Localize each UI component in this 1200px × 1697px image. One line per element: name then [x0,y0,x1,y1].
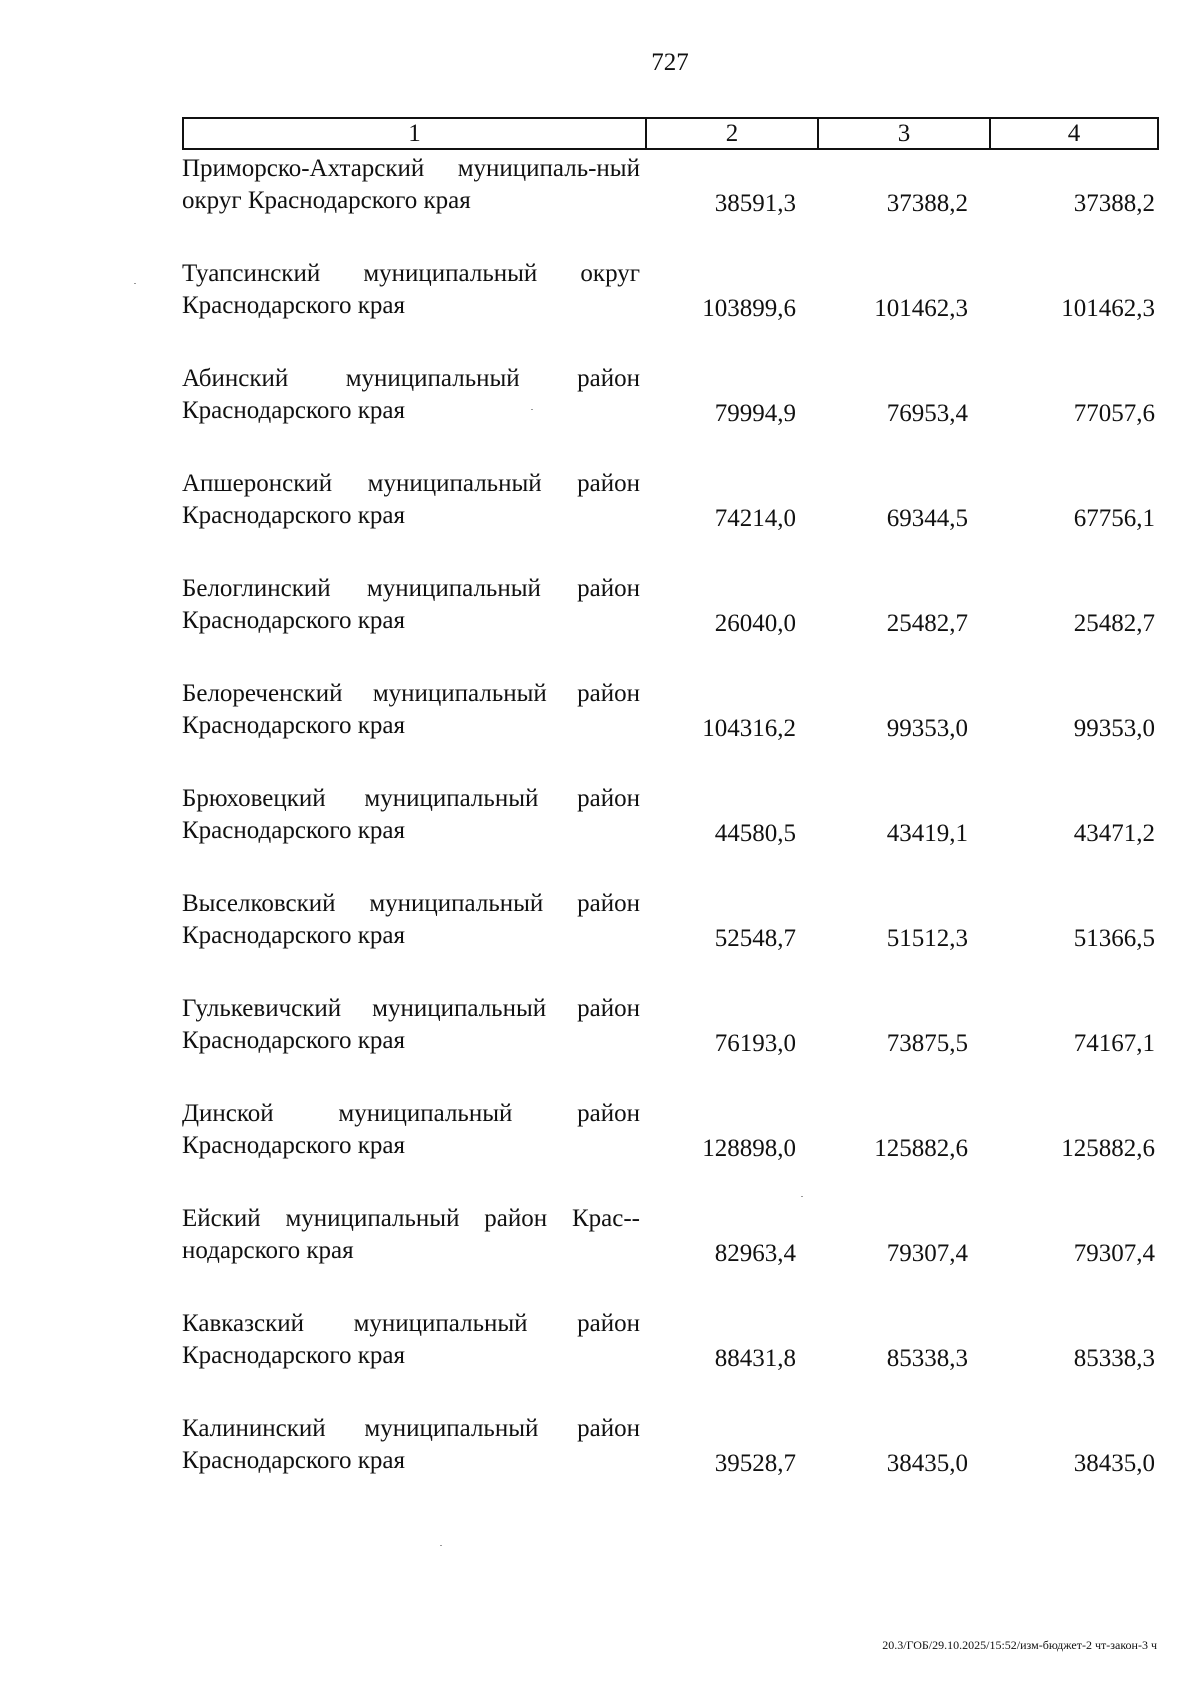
municipality-name: Выселковский муниципальный район Краснодарского края [182,890,640,949]
table-body [182,151,1159,1516]
column-header-1: 1 [408,120,421,147]
scan-speck [531,409,533,410]
table-row [182,1201,1159,1306]
table-row [182,1306,1159,1411]
value-column-2: 128898,0 [702,1135,796,1162]
value-column-3: 79307,4 [886,1240,968,1267]
value-column-2: 39528,7 [714,1450,796,1477]
value-column-2: 88431,8 [714,1345,796,1372]
municipality-name: Брюховецкий муниципальный район Краснодарского края [182,785,640,844]
municipality-name: Абинский муниципальный район Краснодарского края [182,365,640,424]
value-column-4: 77057,6 [1073,400,1155,427]
table-row [182,886,1159,991]
value-column-2: 38591,3 [714,190,796,217]
value-column-3: 37388,2 [886,190,968,217]
value-column-4: 67756,1 [1073,505,1155,532]
municipality-name: Белореченский муниципальный район Краснодарского края [182,680,640,739]
value-column-3: 76953,4 [886,400,968,427]
scan-speck [134,283,136,284]
value-column-3: 51512,3 [886,925,968,952]
value-column-4: 51366,5 [1073,925,1155,952]
table-row [182,466,1159,571]
scan-speck [801,1196,803,1197]
value-column-4: 85338,3 [1073,1345,1155,1372]
value-column-4: 43471,2 [1073,820,1155,847]
table-row [182,361,1159,466]
value-column-4: 101462,3 [1061,295,1155,322]
value-column-2: 79994,9 [714,400,796,427]
table-row [182,256,1159,361]
table-row [182,676,1159,781]
value-column-4: 99353,0 [1073,715,1155,742]
value-column-3: 85338,3 [886,1345,968,1372]
value-column-2: 74214,0 [714,505,796,532]
municipality-name: Динской муниципальный район Краснодарского края [182,1100,640,1159]
value-column-3: 73875,5 [886,1030,968,1057]
value-column-3: 101462,3 [874,295,968,322]
municipality-name: Апшеронский муниципальный район Краснодарского края [182,470,640,529]
page-number: 727 [651,49,689,76]
value-column-4: 38435,0 [1073,1450,1155,1477]
municipality-name: Туапсинский муниципальный округ Краснодарского края [182,260,640,319]
table-column-header [182,117,1159,150]
municipality-name: Ейский муниципальный район Крас-нодарского края [182,1205,640,1264]
value-column-3: 125882,6 [874,1135,968,1162]
table-row [182,991,1159,1096]
value-column-3: 25482,7 [886,610,968,637]
scan-speck [440,1545,442,1546]
value-column-3: 43419,1 [886,820,968,847]
column-header-2: 2 [645,119,817,148]
column-header-4: 4 [989,119,1157,148]
municipality-name: Калининский муниципальный район Краснодарского края [182,1415,640,1474]
value-column-2: 103899,6 [702,295,796,322]
value-column-3: 38435,0 [886,1450,968,1477]
value-column-2: 76193,0 [714,1030,796,1057]
municipality-name: Кавказский муниципальный район Краснодарского края [182,1310,640,1369]
table-row [182,781,1159,886]
value-column-4: 37388,2 [1073,190,1155,217]
value-column-4: 25482,7 [1073,610,1155,637]
value-column-4: 74167,1 [1073,1030,1155,1057]
value-column-2: 26040,0 [714,610,796,637]
value-column-3: 69344,5 [886,505,968,532]
table-row [182,571,1159,676]
value-column-2: 104316,2 [702,715,796,742]
table-row [182,1096,1159,1201]
municipality-name: Белоглинский муниципальный район Краснодарского края [182,575,640,634]
value-column-2: 52548,7 [714,925,796,952]
value-column-4: 125882,6 [1061,1135,1155,1162]
table-row [182,151,1159,256]
value-column-4: 79307,4 [1073,1240,1155,1267]
municipality-name: Гулькевичский муниципальный район Краснодарского края [182,995,640,1054]
value-column-3: 99353,0 [886,715,968,742]
municipality-name: Приморско-Ахтарский муниципаль-ный округ Краснодарского края [182,155,640,214]
column-header-3: 3 [817,119,989,148]
value-column-2: 44580,5 [714,820,796,847]
value-column-2: 82963,4 [714,1240,796,1267]
document-footer-stamp: 20.3/ГОБ/29.10.2025/15:52/изм-бюджет-2 чт-закон-3 ч [882,1638,1157,1652]
table-row [182,1411,1159,1516]
